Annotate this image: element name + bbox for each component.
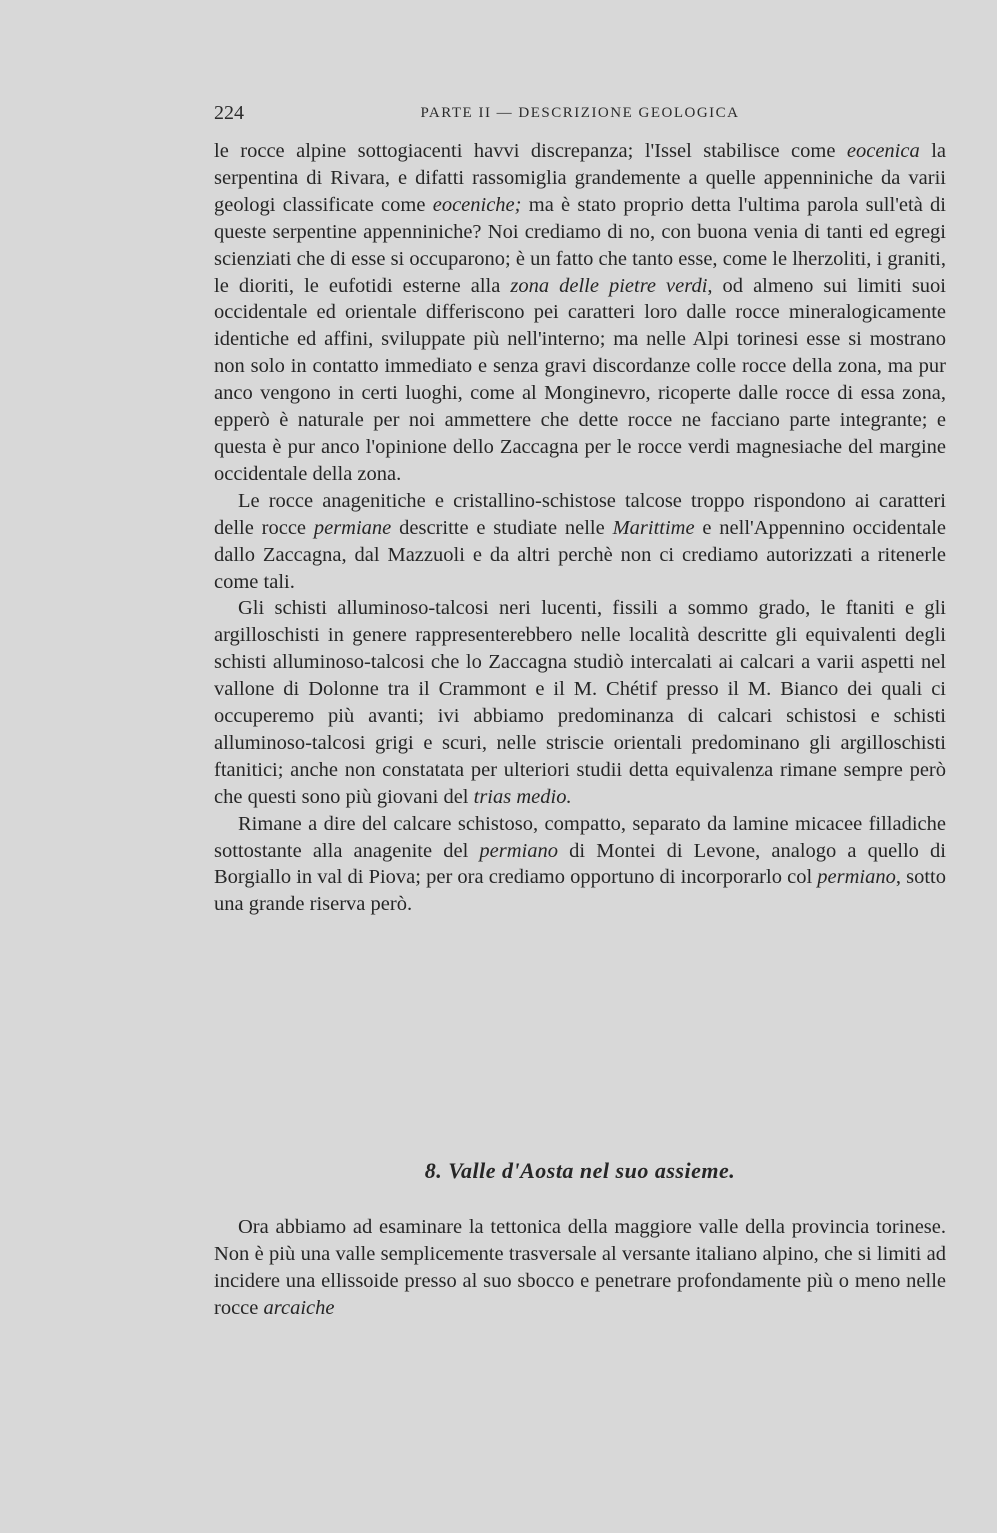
italic-term: zona delle pietre verdi [510,274,708,297]
paragraph-schisti [214,595,946,810]
section-title: 8. Valle d'Aosta nel suo assieme. [424,1158,736,1183]
text-run: , sotto una grande riserva però. [214,866,946,916]
text-run: e nell'Appennino occidentale dallo Zaccagna, dal Mazzuoli e da altri perchè non ci crediamo autorizzati a ritenerle come tali. [214,516,946,593]
italic-term: Marittime [612,516,695,539]
italic-term: permiano [817,866,896,889]
page-number: 224 [214,102,244,124]
text-run: Ora abbiamo ad esaminare la tettonica della maggiore valle della provincia torinese. Non è più una valle semplicemente trasversale al versante italiano alpino, che si limiti ad incidere una ellissoide presso al suo sbocco e penetrare profondamente più o meno nelle rocce [214,1216,946,1319]
body-text-lower [214,1214,946,1322]
italic-term: trias medio. [473,785,572,808]
italic-term: eoceniche; [432,193,522,216]
text-run: la serpentina di Rivara, e difatti rassomiglia grandemente a quelle appenniniche da varii geologi classificate come [214,140,947,216]
page-header [214,100,946,126]
text-run: di Montei di Levone, analogo a quello di Borgiallo in val di Piova; per ora crediamo opportuno di incorporarlo col [214,839,946,889]
paragraph-continuation [214,138,946,488]
paragraph-calcare-schistoso [214,811,946,919]
paragraph-valle-aosta [214,1214,946,1322]
text-run: le rocce alpine sottogiacenti havvi discrepanza; l'Issel stabilisce come [214,140,847,162]
italic-term: arcaiche [263,1296,335,1319]
text-run: Gli schisti alluminoso-talcosi neri lucenti, fissili a sommo grado, le ftaniti e gli argilloschisti in genere rappresenterebbero nelle località descritte gli equivalenti degli schisti alluminoso-talcosi che lo Zaccagna studiò intercalati ai calcari a varii aspetti nel vallone di Dolonne tra il Crammont e il M. Chétif presso il M. Bianco dei quali ci occuperemo più avanti; ivi abbiamo predominanza di calcari schistosi e schisti alluminoso-talcosi grigi e scuri, nelle striscie orientali predominano gli argilloschisti ftanitici; anche non constatata per ulteriori studii detta equivalenza rimane sempre però che questi sono più giovani del [214,597,946,808]
italic-term: eocenica [846,140,920,162]
text-run: descritte e studiate nelle [391,516,613,539]
text-run: ma è stato proprio detta l'ultima parola sull'età di queste serpentine appenniniche? Noi crediamo di no, con buona venia di tanti ed egregi scienziati che di esse si occuparono; è un fatto che tanto esse, come le lherzoliti, i graniti, le dioriti, le eufotidi esterne alla [214,193,946,297]
paragraph-rocce-anagenitiche [214,488,946,596]
text-run: Le rocce anagenitiche e cristallino-schistose talcose troppo rispondono ai caratteri delle rocce [214,489,946,539]
italic-term: permiane [313,516,392,539]
text-run: , od almeno sui limiti suoi occidentale ed orientale differiscono pei caratteri loro dalle rocce mineralogicamente identiche ed affini, sviluppate più nell'interno; ma nelle Alpi torinesi esse si mostrano non solo in contatto immediato e senza gravi discordanze colle rocce della zona, ma pur anco vengono in certi luoghi, come al Monginevro, ricoperte dalle rocce di essa zona, epperò è naturale per noi ammettere che dette rocce ne facciano parte integrante; e questa è pur anco l'opinione dello Zaccagna per le rocce verdi magnesiache del margine occidentale della zona. [214,274,946,485]
italic-term: permiano [479,839,558,862]
running-head: PARTE II — DESCRIZIONE GEOLOGICA [420,105,740,121]
text-run: Rimane a dire del calcare schistoso, compatto, separato da lamine micacee filladiche sottostante alla anagenite del [214,812,946,862]
body-text-upper [214,138,946,918]
